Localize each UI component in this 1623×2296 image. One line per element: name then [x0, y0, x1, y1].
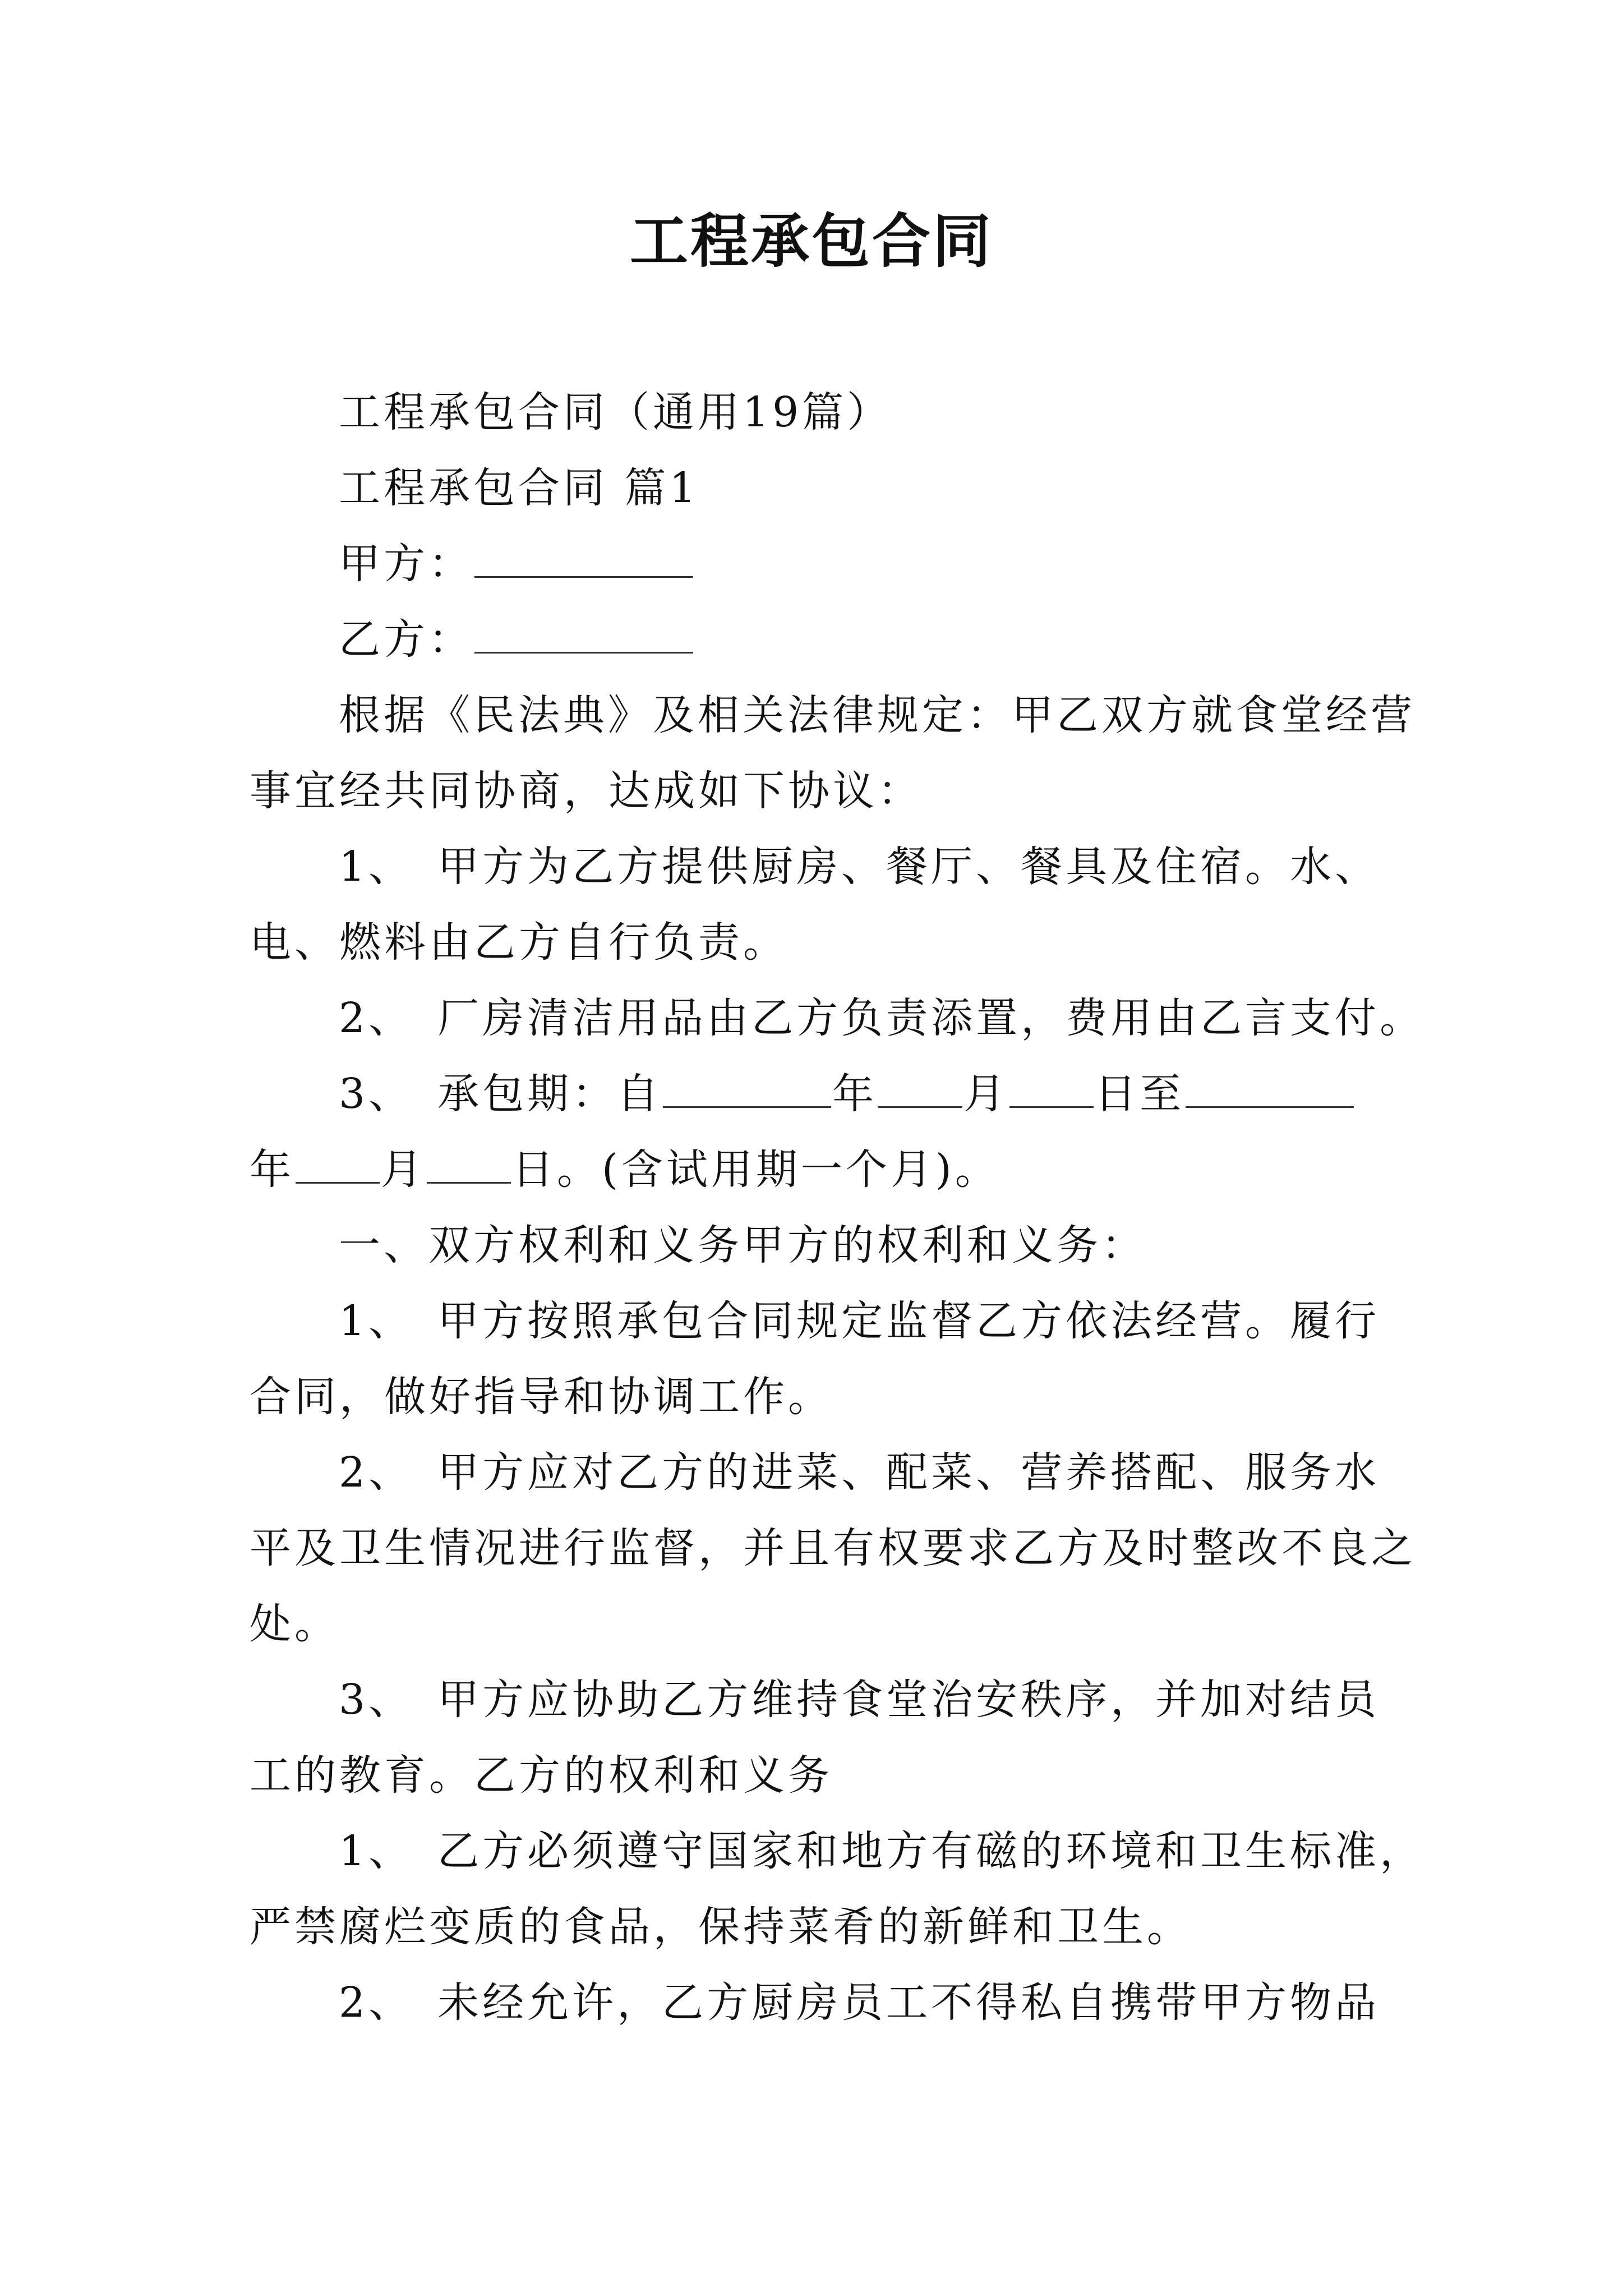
b2-line-1: 2、 未经允许，乙方厨房员工不得私自携带甲方物品: [339, 1978, 1380, 2027]
end-month-blank: [296, 1143, 380, 1184]
a3-line-1: 3、 甲方应协助乙方维持食堂治安秩序，并加对结员: [339, 1676, 1380, 1724]
a3-line-2: 工的教育。乙方的权利和义务: [250, 1751, 833, 1800]
b1-line-2: 严禁腐烂变质的食品，保持菜肴的新鲜和卫生。: [250, 1903, 1192, 1951]
rights-heading: 一、双方权利和义务甲方的权利和义务：: [339, 1221, 1146, 1269]
day-to-label: 日至: [1095, 1070, 1185, 1118]
party-a-label: 甲方：: [339, 540, 473, 588]
document-title: 工程承包合同: [629, 206, 993, 275]
a2-line-1: 2、 甲方应对乙方的进菜、配菜、营养搭配、服务水: [339, 1448, 1380, 1497]
item3-prefix: 3、 承包期：自: [339, 1070, 662, 1118]
intro-line-2: 事宜经共同协商，达成如下协议：: [250, 767, 923, 815]
day-end-label: 日。(含试用期一个月)。: [512, 1145, 1000, 1194]
end-month-label: 月: [381, 1145, 426, 1194]
document-subtitle: 工程承包合同（通用19篇）: [339, 388, 892, 436]
section-heading: 工程承包合同 篇1: [339, 464, 699, 512]
party-a-blank: [474, 537, 693, 578]
item3-line-1: [339, 1066, 1355, 1122]
a1-line-1: 1、 甲方按照承包合同规定监督乙方依法经营。履行: [339, 1297, 1380, 1345]
start-year-label: 年: [832, 1070, 878, 1118]
a2-line-2: 平及卫生情况进行监督，并且有权要求乙方及时整改不良之: [250, 1524, 1416, 1572]
start-month-label: 月: [963, 1070, 1009, 1118]
end-year-label: 年: [250, 1145, 294, 1194]
start-day-blank: [1009, 1067, 1094, 1108]
item1-line-2: 电、燃料由乙方自行负责。: [250, 918, 788, 967]
party-b-label: 乙方：: [339, 615, 473, 664]
party-a-line: [339, 536, 694, 592]
a1-line-2: 合同，做好指导和协调工作。: [250, 1373, 833, 1421]
party-b-blank: [474, 613, 693, 654]
start-month-blank: [878, 1067, 962, 1108]
item1-line-1: 1、 甲方为乙方提供厨房、餐厅、餐具及住宿。水、: [339, 843, 1380, 891]
b1-line-1: 1、 乙方必须遵守国家和地方有磁的环境和卫生标准，: [339, 1827, 1425, 1875]
party-b-line: [339, 611, 694, 668]
start-year-blank: [663, 1067, 831, 1108]
intro-line-1: 根据《民法典》及相关法律规定：甲乙双方就食堂经营: [339, 691, 1415, 739]
end-year-blank: [1186, 1067, 1354, 1108]
item3-line-2: [250, 1142, 1000, 1198]
a2-line-3: 处。: [250, 1600, 339, 1648]
end-day-blank: [427, 1143, 511, 1184]
item2-line: 2、 厂房清洁用品由乙方负责添置，费用由乙言支付。: [339, 994, 1425, 1042]
